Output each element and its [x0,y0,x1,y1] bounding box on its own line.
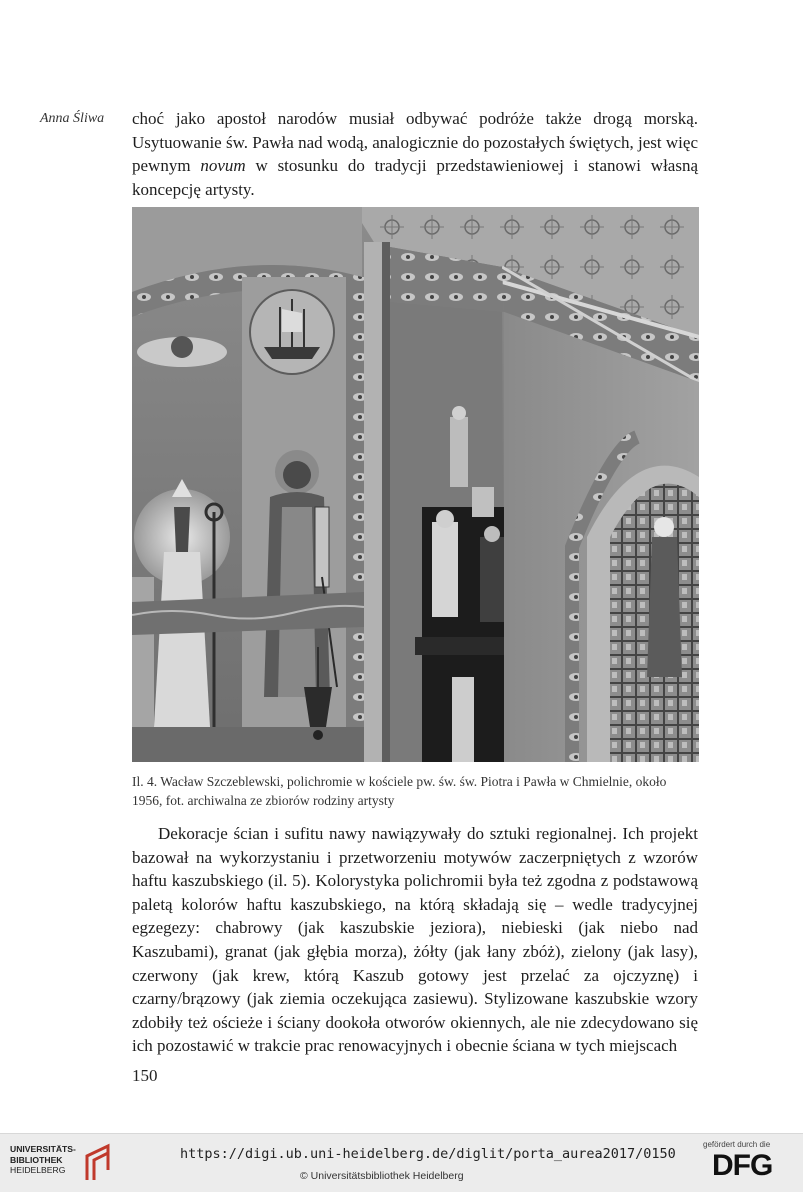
body-paragraph-2: Dekoracje ścian i sufitu nawy nawiązywały do sztuki regionalnej. Ich projekt bazował na wykorzystaniu i przetworzeniu motywów zaczerpniętych z wzorów haftu kaszubskiego (il. 5). Kolorystyka polichromii była też zgodna z podstawową paletą kolorów haftu kaszubskiego, na którą składają się – wedle tradycyjnej egzegezy: chabrowy (jak kaszubskie jeziora), niebieski (jak niebo nad Kaszubami), granat (jak głębia morza), żółty (jak łany zbóż), zielony (jak lasy), czerwony (jak krew, którą Kaszub gotowy jest przelać za ojczyznę) i czarny/brązowy (jak ziemia oczekująca zasiewu). Stylizowane kaszubskie wzory zdobiły też ościeże i ściany dookoła otworów okiennych, ale nie zdecydowano się ich pozostawić w trakcie prac renowacyjnych i obecnie ściana w tych miejscach [132,824,698,1056]
funder-label: gefördert durch die [703,1140,771,1149]
library-name-line-1: UNIVERSITÄTS- [10,1144,76,1154]
library-name [10,1144,76,1176]
footer-bar [0,1133,803,1192]
paragraph-1-emphasis: novum [200,156,246,176]
permalink-url[interactable]: https://digi.ub.uni-heidelberg.de/diglit/porta_aurea2017/0150 [180,1146,676,1162]
church-interior-photo [132,207,699,762]
page-number: 150 [132,1066,158,1085]
library-mark-icon [84,1142,112,1182]
figure-church-polychrome-photo [132,207,699,762]
copyright-notice: © Universitätsbibliothek Heidelberg [300,1170,464,1182]
figure-caption: Il. 4. Wacław Szczeblewski, polichromie w kościele pw. św. św. Piotra i Pawła w Chmielnie, około 1956, fot. archiwalna ze zbiorów rodziny artysty [132,774,667,808]
paragraph-1-text-after: w stosunku do tradycji przedstawieniowej i stanowi własną koncepcję artysty. [132,156,699,199]
body-paragraph-1 [132,107,698,201]
university-library-logo[interactable] [10,1142,115,1186]
dfg-logo[interactable]: DFG [712,1149,773,1182]
paragraph-1-text-before: choć jako apostoł narodów musiał odbywać podróże także drogą morską. Usytuowanie św. Pawła nad wodą, analogicznie do pozostałych świętych, jest więc pewnym [132,109,698,176]
library-name-line-3: HEIDELBERG [10,1165,66,1175]
running-head-author: Anna Śliwa [40,111,105,126]
library-name-line-2: BIBLIOTHEK [10,1154,63,1165]
